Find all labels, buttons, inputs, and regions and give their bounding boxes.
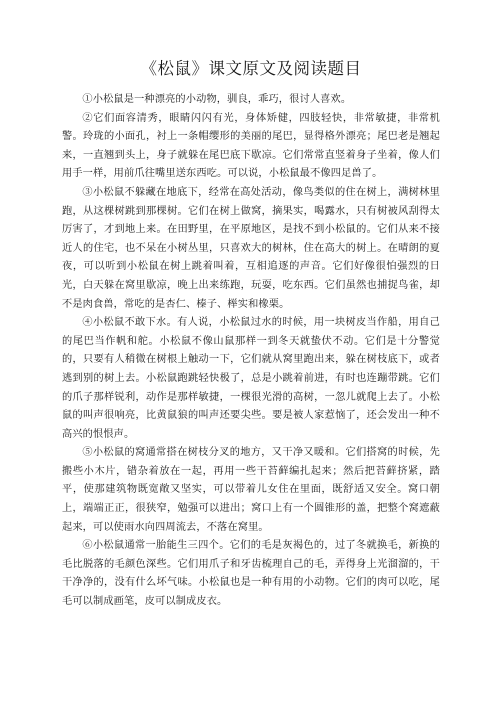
document-page	[62, 58, 440, 612]
paragraph-3: ③小松鼠不躲藏在地底下，经常在高处活动，像鸟类似的住在树上，满树林里跑，从这棵树跳到那棵树。它们在树上做窝，摘果实，喝露水，只有树被风刮得太厉害了，才到地上来。在田野里，在平原地区，是找不到小松鼠的。它们从来不接近人的住宅，也不呆在小树丛里，只喜欢大的树林，住在高大的树上。在晴朗的夏夜，可以听到小松鼠在树上跳着叫着，互相追逐的声音。它们好像很怕强烈的日光，白天躲在窝里歇凉，晚上出来练跑，玩耍，吃东西。它们虽然也捕捉鸟雀，却不是肉食兽，常吃的是杏仁、榛子、榉实和橡栗。	[62, 186, 440, 310]
paragraph-6: ⑥小松鼠通常一胎能生三四个。它们的毛是灰褐色的，过了冬就换毛，新换的毛比脱落的毛颜色深些。它们用爪子和牙齿梳理自己的毛，弄得身上光溜溜的，干干净净的，没有什么坏气味。小松鼠也是一种有用的小动物。它们的肉可以吃，尾毛可以制成画笔，皮可以制成皮衣。	[62, 540, 440, 608]
paragraph-4: ④小松鼠不敢下水。有人说，小松鼠过水的时候，用一块树皮当作船，用自己的尾巴当作帆和舵。小松鼠不像山鼠那样一到冬天就蛰伏不动。它们是十分警觉的，只要有人稍微在树根上触动一下，它们就从窝里跑出来，躲在树枝底下，或者逃到别的树上去。小松鼠跑跳轻快极了，总是小跳着前进，有时也连蹦带跳。它们的爪子那样锐利，动作是那样敏捷，一棵很光滑的高树，一忽儿就爬上去了。小松鼠的叫声很响亮，比黄鼠狼的叫声还要尖些。要是被人家惹恼了，还会发出一种不高兴的恨恨声。	[62, 317, 440, 440]
paragraph-1: ①小松鼠是一种漂亮的小动物，驯良，乖巧，很讨人喜欢。	[82, 94, 352, 105]
document-title: 《松鼠》课文原文及阅读题目	[140, 59, 362, 78]
paragraph-2: ②它们面容清秀，眼睛闪闪有光，身体矫健，四肢轻快，非常敏捷，非常机警。玲珑的小面孔，衬上一条帽缨形的美丽的尾巴，显得格外漂亮；尾巴老是翘起来，一直翘到头上，身子就躲在尾巴底下歇凉。它们常常直竖着身子坐着，像人们用手一样，用前爪往嘴里送东西吃。可以说，小松鼠最不像四足兽了。	[62, 112, 440, 180]
paragraph-5: ⑤小松鼠的窝通常搭在树枝分叉的地方，又干净又暖和。它们搭窝的时候，先搬些小木片，错杂着放在一起，再用一些干苔藓编扎起来；然后把苔藓挤紧，踏平，使那建筑物既宽敞又坚实，可以带着儿女住在里面，既舒适又安全。窝口朝上，端端正正，很狭窄，勉强可以进出；窝口上有一个圆锥形的盖，把整个窝遮蔽起来，可以使雨水向四周流去，不落在窝里。	[62, 447, 440, 533]
